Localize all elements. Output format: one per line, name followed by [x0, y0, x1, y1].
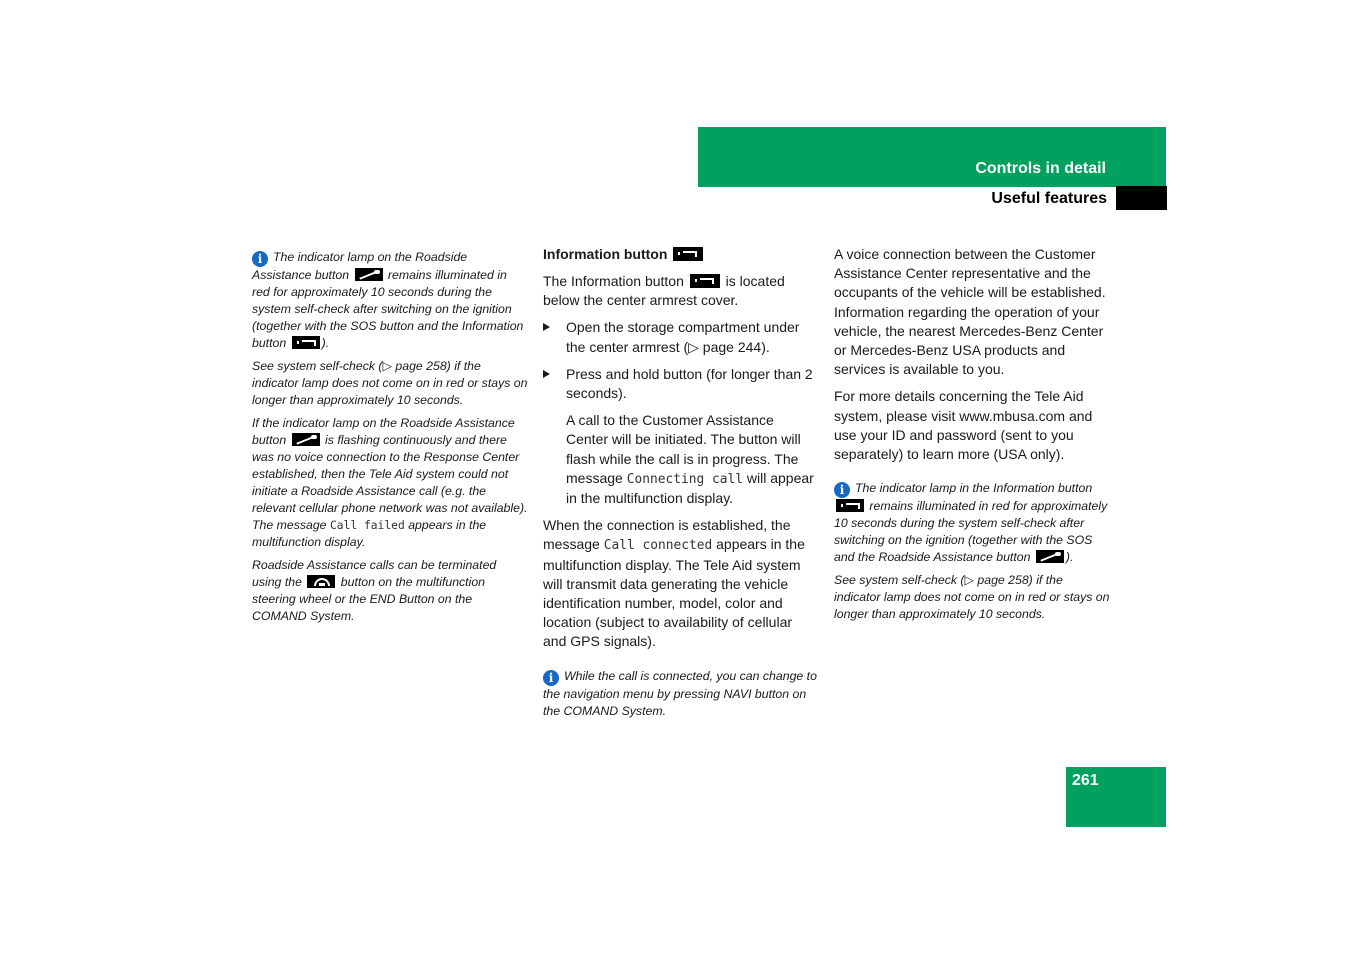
note-self-check: See system self-check (▷ page 258) if the indicator lamp does not come on in red or stays on longer than approximately 10 seconds.: [252, 359, 528, 407]
subsection-title: Useful features: [991, 190, 1107, 207]
info-icon: i: [543, 670, 559, 686]
section-header-bar: [698, 127, 1166, 187]
note-navi-menu: i While the call is connected, you can change to the navigation menu by pressing NAVI button on the COMAND System.: [543, 668, 817, 718]
paragraph-call-initiated: A call to the Customer Assistance Center will be initiated. The button will flash while the call is in progress. The message Connecting call will appear in the multifunction display.: [566, 412, 814, 507]
note-terminate-call: Roadside Assistance calls can be terminated using the button on the multifunction steering wheel or the END Button on the COMAND System.: [252, 558, 497, 623]
bullet-arrow-icon: [543, 323, 550, 331]
instruction-step-2: Press and hold button (for longer than 2 seconds).: [543, 365, 819, 403]
message-call-failed: Call failed: [329, 519, 405, 532]
phone-button-icon: [307, 575, 335, 588]
paragraph-button-location: The Information button is located below the center armrest cover.: [543, 273, 785, 309]
instruction-step-1: Open the storage compartment under the center armrest (▷ page 244).: [543, 318, 819, 356]
page-number-box: [1066, 767, 1166, 827]
information-button-icon: [836, 499, 864, 512]
message-connecting-call: Connecting call: [626, 471, 743, 487]
page-number: 261: [1072, 772, 1099, 789]
note-self-check: See system self-check (▷ page 258) if the indicator lamp does not come on in red or stays on longer than approximately 10 seconds.: [834, 573, 1110, 622]
heading-information-button: Information button: [543, 245, 819, 264]
column-left: [252, 249, 528, 631]
info-icon: i: [834, 482, 850, 498]
information-button-icon: [690, 274, 720, 288]
message-call-connected: Call connected: [603, 538, 713, 554]
column-right: [834, 245, 1110, 629]
roadside-assistance-button-icon: [355, 268, 383, 281]
note-roadside-lamp: i The indicator lamp on the Roadside Assistance button remains illuminated in red for approximately 10 seconds during the system self-check after switching on the ignition (together with the SOS button and the Information button ).: [252, 250, 524, 350]
information-button-icon: [673, 247, 703, 261]
note-information-lamp: i The indicator lamp in the Information button remains illuminated in red for approximately 10 seconds during the system self-check after switching on the ignition (together with the SOS and the Roadside Assistance button ).: [834, 481, 1108, 565]
info-icon: i: [252, 251, 268, 267]
bullet-arrow-icon: [543, 370, 550, 378]
column-middle: [543, 245, 819, 726]
section-title: Controls in detail: [975, 160, 1106, 177]
roadside-assistance-button-icon: [292, 433, 320, 446]
information-button-icon: [292, 336, 320, 349]
paragraph-connection-established: When the connection is established, the message Call connected appears in the multifunction display. The Tele Aid system will transmit data generating the vehicle identification number, model, color and location (subject to availability of cellular and GPS signals).: [543, 517, 805, 650]
paragraph-voice-connection: A voice connection between the Customer Assistance Center representative and the occupants of the vehicle will be established. Information regarding the operation of your vehicle, the nearest Mercedes-Benz Center or Mercedes-Benz USA products and services is available to you.: [834, 246, 1106, 378]
roadside-assistance-button-icon: [1036, 550, 1064, 563]
subsection-tab-marker: [1116, 186, 1167, 210]
note-flashing-lamp: If the indicator lamp on the Roadside Assistance button is flashing continuously and there was no voice connection to the Response Center established, then the Tele Aid system could not initiate a Roadside Assistance call (e.g. the relevant cellular phone network was not available). The message Call failed appears in the multifunction display.: [252, 416, 528, 549]
paragraph-more-details: For more details concerning the Tele Aid system, please visit www.mbusa.com and use your ID and password (sent to you separately) to learn more (USA only).: [834, 388, 1093, 463]
